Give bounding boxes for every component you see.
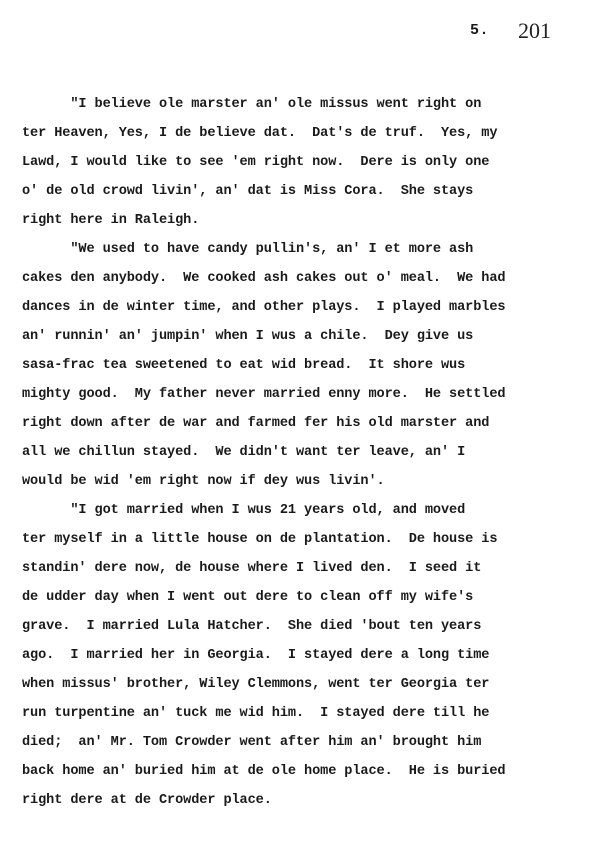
page-number: 5. <box>470 22 490 39</box>
text-line: dances in de winter time, and other plays. I played marbles <box>22 300 506 315</box>
stamped-page-number: 201 <box>518 18 551 43</box>
text-line: ter Heaven, Yes, I de believe dat. Dat's de truf. Yes, my <box>22 126 498 141</box>
text-line: would be wid 'em right now if dey wus livin'. <box>22 474 385 489</box>
text-line: sasa-frac tea sweetened to eat wid bread. It shore wus <box>22 358 466 373</box>
text-line: back home an' buried him at de ole home place. He is buried <box>22 764 506 779</box>
text-line: right here in Raleigh. <box>22 213 200 228</box>
text-line: grave. I married Lula Hatcher. She died 'bout ten years <box>22 619 482 634</box>
text-line: "We used to have candy pullin's, an' I et more ash <box>22 242 474 257</box>
text-line: died; an' Mr. Tom Crowder went after him an' brought him <box>22 735 482 750</box>
text-line: right dere at de Crowder place. <box>22 793 272 808</box>
text-line: "I got married when I wus 21 years old, and moved <box>22 503 466 518</box>
text-line: cakes den anybody. We cooked ash cakes out o' meal. We had <box>22 271 506 286</box>
text-line: right down after de war and farmed fer his old marster and <box>22 416 490 431</box>
text-line: standin' dere now, de house where I lived den. I seed it <box>22 561 482 576</box>
text-line: when missus' brother, Wiley Clemmons, went ter Georgia ter <box>22 677 490 692</box>
text-line: ago. I married her in Georgia. I stayed dere a long time <box>22 648 490 663</box>
text-line: o' de old crowd livin', an' dat is Miss Cora. She stays <box>22 184 474 199</box>
text-line: "I believe ole marster an' ole missus went right on <box>22 97 482 112</box>
text-line: ter myself in a little house on de plantation. De house is <box>22 532 498 547</box>
text-line: all we chillun stayed. We didn't want ter leave, an' I <box>22 445 466 460</box>
text-line: run turpentine an' tuck me wid him. I stayed dere till he <box>22 706 490 721</box>
text-line: Lawd, I would like to see 'em right now. Dere is only one <box>22 155 490 170</box>
text-line: de udder day when I went out dere to clean off my wife's <box>22 590 474 605</box>
narrative-text <box>22 90 582 815</box>
text-line: mighty good. My father never married enny more. He settled <box>22 387 506 402</box>
text-line: an' runnin' an' jumpin' when I wus a chile. Dey give us <box>22 329 474 344</box>
